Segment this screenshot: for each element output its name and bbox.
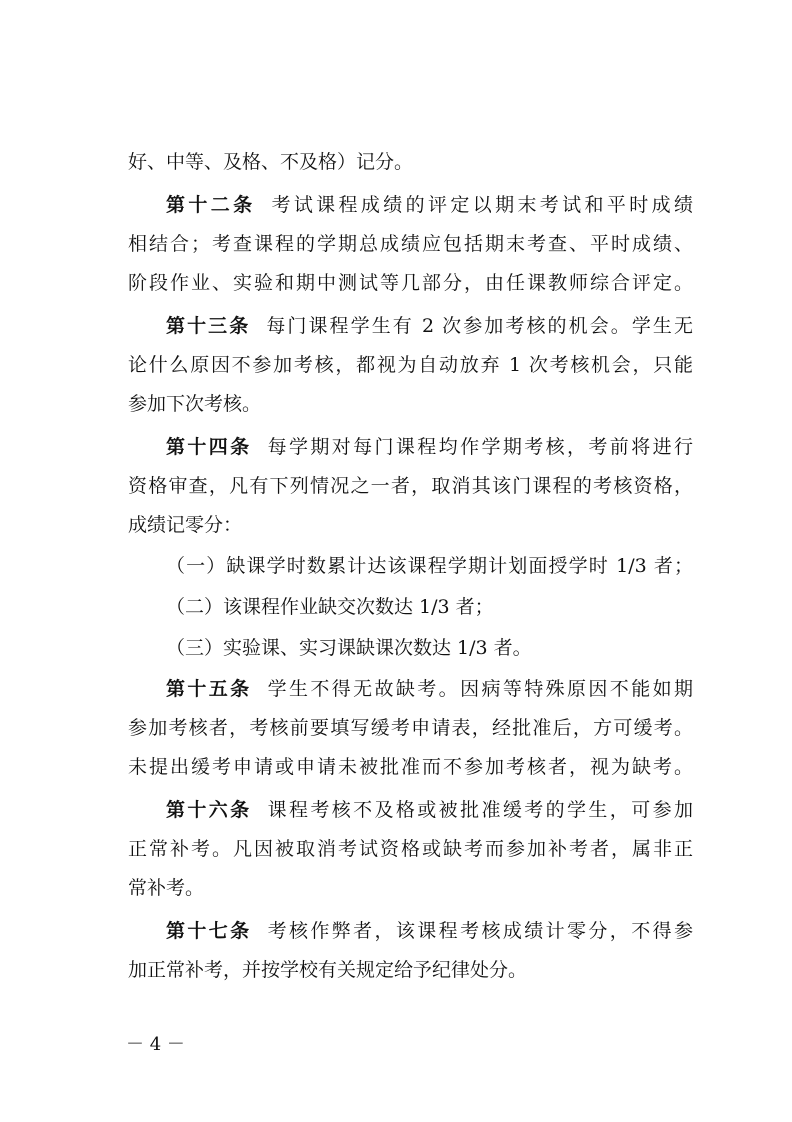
article-14-first-line: [166, 432, 693, 462]
article-13-heading: 第十三条: [166, 315, 251, 337]
list-item: （三）实验课、实习课缺课次数达 1/3 者。: [166, 637, 532, 659]
text-line: 相结合；考查课程的学期总成绩应包括期末考查、平时成绩、: [128, 233, 693, 255]
text-line: 论什么原因不参加考核，都视为自动放弃 1 次考核机会，只能: [128, 354, 693, 376]
text-line: 考试课程成绩的评定以期末考试和平时成绩: [271, 194, 693, 216]
article-12-heading: 第十二条: [166, 194, 256, 216]
text-line: 常补考。: [128, 877, 205, 899]
article-17-heading: 第十七条: [166, 920, 252, 942]
text-line: 正常补考。凡因被取消考试资格或缺考而参加补考者，属非正: [128, 838, 693, 860]
text-line: 阶段作业、实验和期中测试等几部分，由任课教师综合评定。: [128, 272, 693, 294]
text-line: 每学期对每门课程均作学期考核，考前将进行: [267, 436, 693, 458]
list-item: （一）缺课学时数累计达该课程学期计划面授学时 1/3 者；: [166, 555, 693, 577]
text-line: 课程考核不及格或被批准缓考的学生，可参加: [267, 799, 693, 821]
article-16-first-line: [166, 795, 693, 825]
text-line: 成绩记零分：: [128, 514, 243, 536]
page-number: － 4 －: [126, 1034, 185, 1055]
article-13-first-line: [166, 311, 693, 341]
article-14-heading: 第十四条: [166, 436, 252, 458]
article-15-heading: 第十五条: [166, 678, 252, 700]
article-15-first-line: [166, 674, 693, 704]
text-line: 未提出缓考申请或申请未被批准而不参加考核者，视为缺考。: [128, 756, 693, 778]
article-12-first-line: [166, 190, 693, 220]
article-17-first-line: [166, 916, 693, 946]
text-line: 每门课程学生有 2 次参加考核的机会。学生无: [266, 315, 693, 337]
text-line: 考核作弊者，该课程考核成绩计零分，不得参: [267, 920, 693, 942]
text-line: 参加考核者，考核前要填写缓考申请表，经批准后，方可缓考。: [128, 717, 693, 739]
text-line: 好、中等、及格、不及格）记分。: [128, 151, 414, 173]
text-line: 加正常补考，并按学校有关规定给予纪律处分。: [128, 959, 528, 981]
list-item: （二）该课程作业缺交次数达 1/3 者；: [166, 596, 494, 618]
text-line: 参加下次考核。: [128, 393, 262, 415]
text-line: 资格审查，凡有下列情况之一者，取消其该门课程的考核资格，: [128, 475, 693, 497]
text-line: 学生不得无故缺考。因病等特殊原因不能如期: [267, 678, 693, 700]
article-16-heading: 第十六条: [166, 799, 252, 821]
